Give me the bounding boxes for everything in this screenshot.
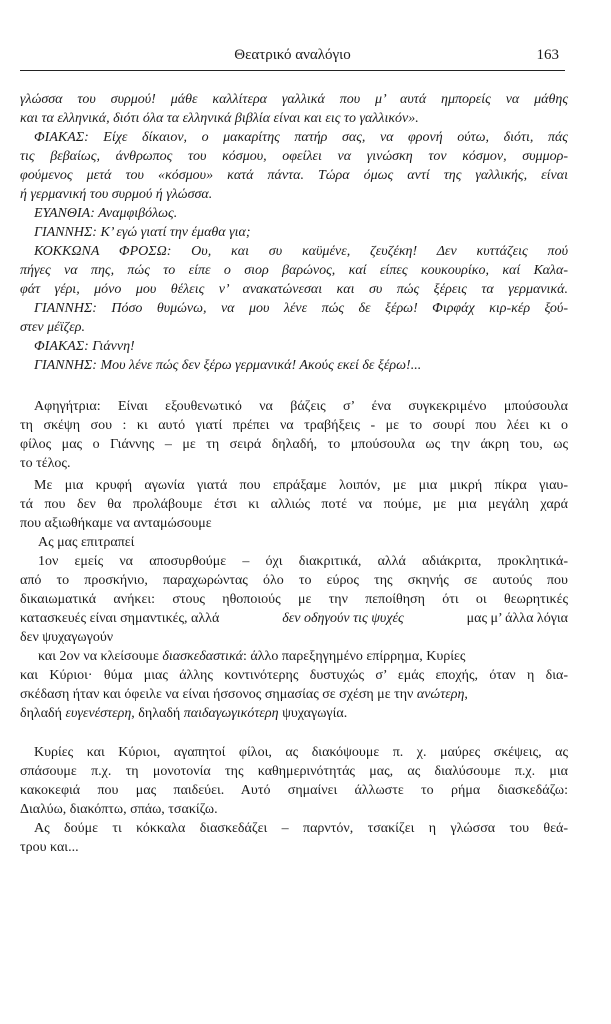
dialogue-line: ΓΙΑΝΝΗΣ: Πόσο θυμώνω, να μου λένε πώς δε ξέρω! Φιρφάχ κιρ-κέρ ξού- — [34, 301, 568, 316]
paragraph-dear-friends — [20, 743, 568, 819]
emphasis-text: δεν οδηγούν τις ψυχές — [282, 611, 404, 626]
dialogue-line: γλώσσα του συρμού! μάθε καλλίτερα γαλλικά που μ’ αυτά ημπορείς να μάθης — [20, 92, 568, 107]
text-line: 1ον εμείς να αποσυρθούμε – όχι διακριτικά, αλλά αδιάκριτα, προκλητικά- — [38, 554, 568, 569]
dialogue-line: και τα ελληνικά, διότι όλα τα ελληνικά βιβλία είναι και εις το γαλλικόν». — [20, 111, 419, 126]
text-line: τη σκέψη σου : κι αυτό γιατί πρέπει να τραβήξεις - με το σουρί που λέει κι ο — [20, 418, 568, 433]
text-line — [20, 685, 568, 704]
text-line — [20, 704, 568, 723]
text-run: κατασκευές είναι σημαντικές, αλλά — [20, 611, 220, 626]
dialogue-block — [20, 90, 568, 375]
dialogue-line: ΓΙΑΝΝΗΣ: Μου λένε πώς δεν ξέρω γερμανικά! Ακούς εκεί δε ξέρω!... — [34, 358, 422, 373]
dialogue-line: ή γερμανική του συρμού ή γλώσσα. — [20, 187, 213, 202]
text-line: και Κύριοι· θύμα μιας άλλης κοντινότερης δυστυχώς σ’ εμάς εποχής, όταν η δια- — [20, 668, 568, 683]
running-title: Θεατρικό αναλόγιο — [234, 47, 351, 63]
text-line: Διαλύω, διακόπτω, σπάω, τσακίζω. — [20, 802, 218, 817]
text-run: σκέδαση ήταν και όφειλε να είναι ήσσονος σημασίας σε σχέση με την — [20, 687, 414, 702]
dialogue-line: φούμενος μετά του «κόσμου» κατά πάντα. Τώρα όμως αντί της γαλλικής, είναι — [20, 168, 568, 183]
text-run: μας μ’ άλλα λόγια — [466, 611, 568, 626]
text-run: και 2ον να κλείσουμε — [38, 649, 159, 664]
emphasis-text: διασκεδαστικά — [162, 649, 244, 664]
emphasis-text: ευγενέστερη — [65, 706, 132, 721]
text-line: δικαιωματικά ανήκει: στους ηθοποιούς με την πεποίθηση ότι οι θεωρητικές — [20, 592, 568, 607]
text-run: δηλαδή — [20, 706, 62, 721]
text-line — [20, 647, 568, 666]
text-line: σπάσουμε π.χ. τη μονοτονία της καθημερινότητάς μας, ας διαλύσουμε π.χ. μια — [20, 764, 568, 779]
paragraph-closing — [20, 819, 568, 857]
dialogue-line: ΚΟΚΚΩΝΑ ΦΡΟΣΩ: Ου, και συ καϋμένε, ζευζέκη! Δεν κυττάζεις πού — [34, 244, 568, 259]
text-run: , δηλαδή — [131, 706, 181, 721]
dialogue-line: ΦΙΑΚΑΣ: Γιάννη! — [34, 339, 135, 354]
text-run: : άλλο παρεξηγημένο επίρρημα, Κυρίες — [243, 649, 466, 664]
dialogue-line: ΓΙΑΝΝΗΣ: Κ’ εγώ γιατί την έμαθα για; — [34, 225, 251, 240]
page-body — [20, 90, 568, 857]
emphasis-text: ανώτερη — [416, 687, 465, 702]
text-line: Ας δούμε τι κόκκαλα διασκεδάζει – παρντόν, τσακίζει η γλώσσα του θεά- — [34, 821, 568, 836]
text-line: τρου και... — [20, 840, 79, 855]
dialogue-line: τις βεβαίως, άνθρωπος του κόσμου, οφείλει να γινώσκη τον κόσμον, συμμορ- — [20, 149, 568, 164]
text-line: Κυρίες και Κύριοι, αγαπητοί φίλοι, ας διακόψουμε π. χ. μαύρες σκέψεις, ας — [34, 745, 568, 760]
page-number: 163 — [536, 47, 559, 63]
paragraph-narrator — [20, 397, 568, 473]
text-line: τά που δεν θα προλάβουμε έτσι κι αλλιώς ποτέ να πούμε, με μια μεγάλη χαρά — [20, 497, 568, 512]
text-run: ψυχαγωγία. — [282, 706, 348, 721]
text-line: που αξιωθήκαμε να ανταμώσουμε — [20, 516, 212, 531]
dialogue-line: φάτ γέρι, μόνο μου θέλεις ν’ ανακατώνεσαι και συ πώς ξέρεις τα γερμανικά. — [20, 282, 568, 297]
list-item-second — [20, 647, 568, 723]
emphasis-text: παιδαγωγικότερη — [183, 706, 279, 721]
text-line: το τέλος. — [20, 456, 71, 471]
paragraph-agony — [20, 476, 568, 552]
text-line: φίλος μας ο Γιάννης – με τη σειρά δηλαδή, το μπούσουλα ως την άκρη του, ως — [20, 437, 568, 452]
dialogue-line: ΦΙΑΚΑΣ: Είχε δίκαιον, ο μακαρίτης πατήρ σας, να φρονή ούτω, διότι, πάς — [34, 130, 568, 145]
dialogue-line: στεν μέϊζερ. — [20, 320, 85, 335]
text-line: δεν ψυχαγωγούν — [20, 630, 114, 645]
text-line: κακοκεφιά που μας παιδεύει. Αυτό σημαίνει άλλωστε το ρήμα διασκεδάζω: — [20, 783, 568, 798]
dialogue-line: πήγες να πης, πώς το είπε ο σιορ βαρώνος, καί είπες κουκουρίκο, καί Καλα- — [20, 263, 568, 278]
dialogue-line: ΕΥΑΝΘΙΑ: Αναμφιβόλως. — [34, 206, 178, 221]
text-line: Με μια κρυφή αγωνία γιατά που επράξαμε λοιπόν, με μια μικρή πίκρα γιαυ- — [34, 478, 568, 493]
text-line — [20, 609, 568, 628]
text-line: Ας μας επιτραπεί — [38, 535, 135, 550]
text-line: Αφηγήτρια: Είναι εξουθενωτικό να βάζεις σ’ ένα συγκεκριμένο μπούσουλα — [34, 399, 568, 414]
running-head — [20, 44, 565, 71]
list-item-first — [20, 552, 568, 647]
text-run: , — [464, 687, 468, 702]
text-line: από το προσκήνιο, παραχωρώντας όλο το εύρος της σκηνής σε αυτούς που — [20, 573, 568, 588]
